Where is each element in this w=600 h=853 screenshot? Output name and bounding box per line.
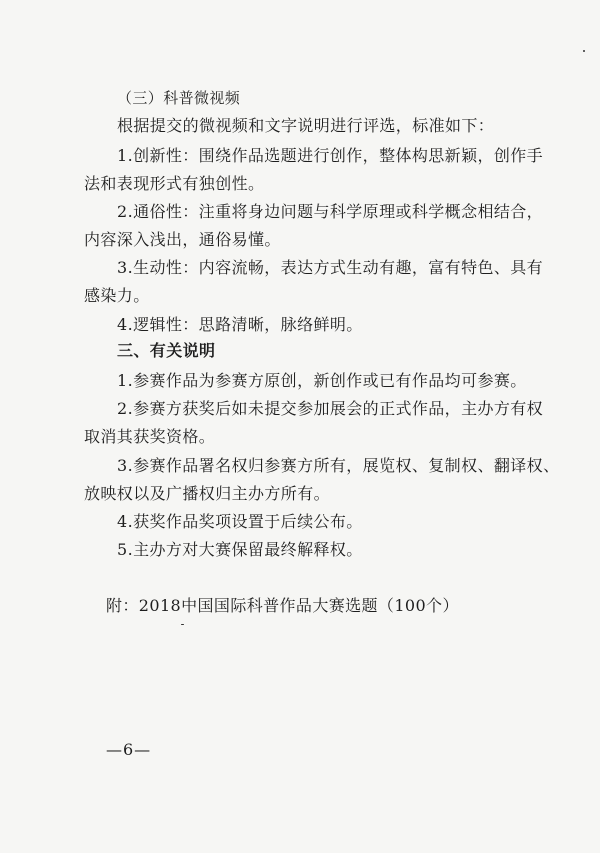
note-item-2-line2: 取消其获奖资格。 [84,427,216,446]
criterion-popularity-line2: 内容深入浅出，通俗易懂。 [84,230,281,249]
scan-speck [583,50,585,52]
note-item-5: 5.主办方对大赛保留最终解释权。 [117,540,363,559]
scan-speck [181,624,184,625]
note-item-1: 1.参赛作品为参赛方原创，新创作或已有作品均可参赛。 [117,371,527,390]
section-heading-micro-video: （三）科普微视频 [117,89,241,107]
note-item-4: 4.获奖作品奖项设置于后续公布。 [117,512,363,531]
criterion-popularity-line1: 2.通俗性：注重将身边问题与科学原理或科学概念相结合， [117,202,544,221]
criterion-vividness-line2: 感染力。 [84,286,150,305]
criterion-innovation-line2: 法和表现形式有独创性。 [84,174,265,193]
note-item-3-line1: 3.参赛作品署名权归参赛方所有，展览权、复制权、翻译权、 [117,456,560,475]
criterion-innovation-line1: 1.创新性：围绕作品选题进行创作，整体构思新颖，创作手 [117,146,544,165]
note-item-2-line1: 2.参赛方获奖后如未提交参加展会的正式作品，主办方有权 [117,399,544,418]
notes-heading: 三、有关说明 [117,341,216,360]
page-number: —6— [106,740,152,759]
criteria-intro: 根据提交的微视频和文字说明进行评选，标准如下： [117,116,495,135]
note-item-3-line2: 放映权以及广播权归主办方所有。 [84,484,331,503]
attachment-note: 附：2018中国国际科普作品大赛选题（100个） [106,596,459,615]
criterion-vividness-line1: 3.生动性：内容流畅，表达方式生动有趣，富有特色、具有 [117,258,544,277]
criterion-logic-line1: 4.逻辑性：思路清晰，脉络鲜明。 [117,315,363,334]
